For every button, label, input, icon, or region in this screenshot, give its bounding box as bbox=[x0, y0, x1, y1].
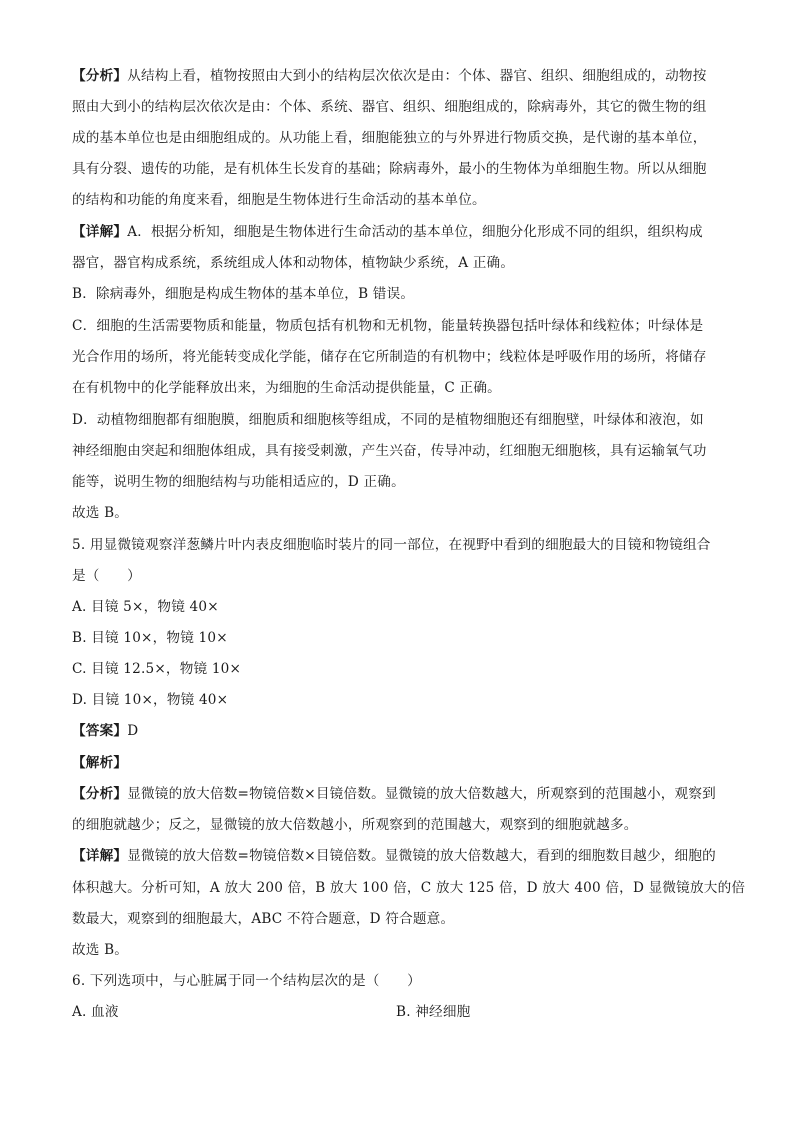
detail-line: 数最大，观察到的细胞最大，ABC 不符合题意，D 符合题意。 bbox=[72, 911, 455, 927]
conclusion-line: 故选 B。 bbox=[72, 505, 129, 521]
question-6-option-a: A. 血液 bbox=[72, 1004, 119, 1020]
analysis-line: 具有分裂、遗传的功能，是有机体生长发育的基础；除病毒外，最小的生物体为单细胞生物。所以从细胞 bbox=[72, 161, 707, 177]
question-5-option-b: B. 目镜 10×，物镜 10× bbox=[72, 630, 228, 646]
answer-value: D bbox=[127, 723, 139, 739]
analysis-line: 的细胞就越少；反之，显微镜的放大倍数越小，所观察到的范围越大，观察到的细胞就越多。 bbox=[72, 817, 638, 833]
analysis-tag: 【分析】 bbox=[72, 786, 128, 802]
question-5-option-d: D. 目镜 10×，物镜 40× bbox=[72, 692, 229, 708]
detail-line: 神经细胞由突起和细胞体组成，具有接受刺激，产生兴奋，传导冲动，红细胞无细胞核，具有运输氧气功 bbox=[72, 443, 707, 459]
detail-line: B．除病毒外，细胞是构成生物体的基本单位，B 错误。 bbox=[72, 286, 415, 302]
jiexi-tag: 【解析】 bbox=[72, 755, 128, 771]
detail-line: 【详解】A．根据分析知，细胞是生物体进行生命活动的基本单位，细胞分化形成不同的组织，组织构成 bbox=[72, 224, 703, 240]
detail-line: C．细胞的生活需要物质和能量，物质包括有机物和无机物，能量转换器包括叶绿体和线粒体；叶绿体是 bbox=[72, 318, 704, 334]
question-5-option-a: A. 目镜 5×，物镜 40× bbox=[72, 599, 219, 615]
analysis-line: 照由大到小的结构层次依次是由：个体、系统、器官、组织、细胞组成的，除病毒外，其它的微生物的组 bbox=[72, 99, 707, 115]
question-5-option-c: C. 目镜 12.5×，物镜 10× bbox=[72, 661, 242, 677]
analysis-tag: 【分析】 bbox=[72, 68, 128, 84]
question-5-stem: 5. 用显微镜观察洋葱鳞片叶内表皮细胞临时装片的同一部位，在视野中看到的细胞最大的目镜和物镜组合 bbox=[72, 537, 711, 553]
conclusion-line: 故选 B。 bbox=[72, 942, 129, 958]
question-5-stem: 是（ ） bbox=[72, 568, 141, 584]
answer-tag: 【答案】 bbox=[72, 723, 128, 739]
detail-line: D．动植物细胞都有细胞膜，细胞质和细胞核等组成，不同的是植物细胞还有细胞壁，叶绿体和液泡，如 bbox=[72, 412, 704, 428]
detail-tag: 【详解】 bbox=[72, 848, 128, 864]
detail-tag: 【详解】 bbox=[72, 224, 128, 240]
detail-line: 【详解】显微镜的放大倍数=物镜倍数×目镜倍数。显微镜的放大倍数越大，看到的细胞数目越少，细胞的 bbox=[72, 848, 716, 864]
analysis-line: 的结构和功能的角度来看，细胞是生物体进行生命活动的基本单位。 bbox=[72, 192, 486, 208]
detail-line: 光合作用的场所，将光能转变成化学能，储存在它所制造的有机物中；线粒体是呼吸作用的场所，将储存 bbox=[72, 349, 707, 365]
answer-line bbox=[72, 721, 732, 741]
jiexi-line bbox=[72, 753, 732, 773]
question-6-stem: 6. 下列选项中，与心脏属于同一个结构层次的是（ ） bbox=[72, 973, 421, 989]
analysis-line: 【分析】显微镜的放大倍数=物镜倍数×目镜倍数。显微镜的放大倍数越大，所观察到的范围越小，观察到 bbox=[72, 786, 716, 802]
detail-line: 器官，器官构成系统，系统组成人体和动物体，植物缺少系统，A 正确。 bbox=[72, 255, 515, 271]
detail-line: 在有机物中的化学能释放出来，为细胞的生命活动提供能量，C 正确。 bbox=[72, 380, 501, 396]
analysis-line: 成的基本单位也是由细胞组成的。从功能上看，细胞能独立的与外界进行物质交换，是代谢的基本单位， bbox=[72, 130, 707, 146]
detail-line: 能等，说明生物的细胞结构与功能相适应的，D 正确。 bbox=[72, 474, 405, 490]
question-6-options bbox=[72, 1002, 732, 1022]
question-6-option-b: B. 神经细胞 bbox=[396, 1004, 471, 1020]
detail-line: 体积越大。分析可知，A 放大 200 倍，B 放大 100 倍，C 放大 125 倍，D 放大 400 倍，D 显微镜放大的倍 bbox=[72, 880, 746, 896]
analysis-line: 【分析】从结构上看，植物按照由大到小的结构层次依次是由：个体、器官、组织、细胞组成的，动物按 bbox=[72, 68, 707, 84]
